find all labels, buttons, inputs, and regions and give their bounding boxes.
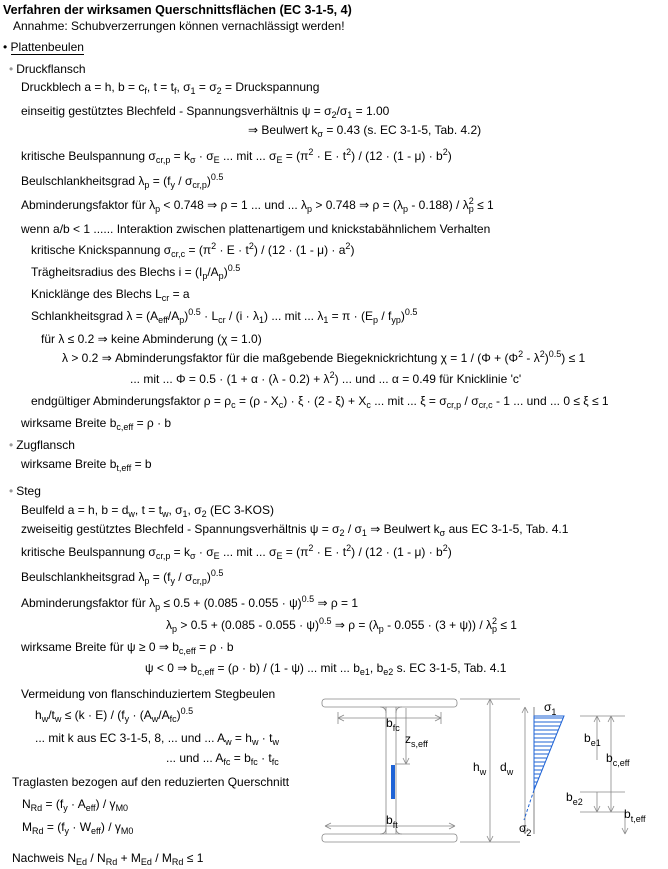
heading-steg: • Steg — [9, 484, 41, 498]
assumption-text: Annahme: Schubverzerrungen können vernachlässigt werden! — [13, 19, 345, 33]
steg-abminderung-2-line: $\lambda_p > 0.5 + (0.085 - 0.055 \cdot \psi)^{0.5}$ ⇒ $\rho = (\lambda_p - 0.055 \cdot (3 + \psi)) / \lambda_p^2 \le 1$ — [166, 616, 517, 634]
label-zseff: $z_{s,eff}$ — [405, 732, 428, 749]
mrd-line: $M_{Rd} = (f_y \cdot W_{eff}) / \gamma_{M0}$ — [22, 820, 134, 836]
keine-abminderung-line: für λ ≤ 0.2 ⇒ keine Abminderung (χ = 1.0) — [41, 332, 262, 346]
steg-wirksame-breite-2-line: ψ < 0 ⇒ $b_{c,eff} = (\rho \cdot b) / (1 - \psi)$ ... mit ... $b_{e1}$, $b_{e2}$ s. EC 3-1-5, Tab. 4.1 — [145, 661, 507, 677]
kritische-knickspannung-line: kritische Knickspannung $\sigma_{cr,c} = (\pi^2 \cdot E \cdot t^2) / (12 \cdot (1 - \mu) \cdot a^2)$ — [31, 241, 355, 259]
flansch-afc-line: ... und ... $A_{fc} = b_{fc} \cdot t_{fc}$ — [166, 751, 279, 767]
beulfeld-line: Beulfeld a = h, $b = d_w$, $t = t_w$, $\sigma_1$, $\sigma_2$ (EC 3-KOS) — [21, 503, 274, 519]
label-bfc: $b_{fc}$ — [386, 716, 400, 733]
heading-zugflansch: • Zugflansch — [9, 438, 75, 452]
abminderungsfaktor-line: Abminderungsfaktor für $\lambda_p < 0.748$ ⇒ ρ = 1 ... und ... $\lambda_p > 0.748$ ⇒ $\rho = (\lambda_p - 0.188) / \lambda_p^2 \le 1$ — [21, 196, 494, 214]
traglasten-heading-line: Traglasten bezogen auf den reduzierten Querschnitt — [12, 775, 290, 789]
label-hw: $h_w$ — [473, 760, 487, 777]
top-flange — [322, 699, 457, 707]
kritische-beulspannung-line: kritische Beulspannung $\sigma_{cr,p} = k_\sigma \cdot \sigma_E$ ... mit ... $\sigma_E = (\pi^2 \cdot E \cdot t^2) / (12 \cdot (1 - \mu) \cdot b^2)$ — [21, 147, 452, 165]
stress-tension-line — [524, 790, 534, 820]
flansch-bedingung-line: $h_w/t_w \le (k \cdot E) / (f_y \cdot (A_w/A_{fc})^{0.5}$ — [35, 706, 194, 724]
beulwert-line: ⇒ Beulwert $k_\sigma = 0.43$ (s. EC 3-1-5, Tab. 4.2) — [248, 123, 482, 139]
bullet-icon: • — [9, 484, 14, 498]
bullet-icon: • — [9, 438, 14, 452]
spannungsverhaeltnis-line: einseitig gestütztes Blechfeld - Spannungsverhältnis $\psi = \sigma_2/\sigma_1 = 1.00$ — [21, 104, 390, 120]
schlankheitsgrad-line: Schlankheitsgrad $\lambda = (A_{eff}/A_p)^{0.5} \cdot L_{cr} / (i \cdot \lambda_1)$ ... mit ... $\lambda_1 = \pi \cdot (E_p / f_{yp})^{0.5}$ — [31, 307, 418, 325]
steg-abminderung-1-line: Abminderungsfaktor für $\lambda_p \le 0.5 + (0.085 - 0.055 \cdot \psi)^{0.5}$ ⇒ ρ = 1 — [21, 594, 359, 612]
label-sigma2: $\sigma_2$ — [519, 821, 532, 838]
label-bteff: $b_{t,eff}$ — [624, 807, 646, 824]
stress-block-compression — [534, 716, 564, 790]
label-be1: $b_{e1}$ — [584, 731, 601, 748]
heading-druckflansch: • Druckflansch — [9, 62, 86, 76]
label-sigma1: $\sigma_1$ — [544, 700, 557, 717]
page-title: Verfahren der wirksamen Querschnittsflächen (EC 3-1-5, 4) — [3, 3, 352, 17]
label-be2: $b_{e2}$ — [566, 790, 583, 807]
knicklaenge-line: Knicklänge des Blechs $L_{cr} = a$ — [31, 287, 190, 303]
flansch-heading-line: Vermeidung von flanschinduziertem Stegbeulen — [21, 687, 276, 701]
wirksame-breite-zug-line: wirksame Breite $b_{t,eff} = b$ — [21, 457, 152, 473]
bullet-icon: • — [9, 62, 14, 76]
endgueltiger-faktor-line: endgültiger Abminderungsfaktor $\rho = \rho_c = (\rho - X_c) \cdot \xi \cdot (2 - \xi) + X_c$ ... mit ... $\xi = \sigma_{cr,p} / \sigma_{cr,c} - 1$ ... und ... 0 ≤ ξ ≤ 1 — [31, 394, 609, 410]
druckblech-line: Druckblech a = h, $b = c_f$, $t = t_f$, $\sigma_1 = \sigma_2$ = Druckspannung — [21, 80, 320, 96]
section-plattenbeulen: • Plattenbeulen — [3, 40, 84, 54]
flansch-aw-line: ... mit k aus EC 3-1-5, 8, ... und ... $A_w = h_w \cdot t_w$ — [35, 731, 279, 747]
label-bceff: $b_{c,eff}$ — [606, 751, 630, 768]
nrd-line: $N_{Rd} = (f_y \cdot A_{eff}) / \gamma_{M0}$ — [22, 797, 129, 813]
traegheitsradius-line: Trägheitsradius des Blechs $i = (I_p/A_p)^{0.5}$ — [31, 263, 241, 281]
phi-line: ... mit ... $\Phi = 0.5 \cdot (1 + \alpha \cdot (\lambda - 0.2) + \lambda^2)$ ... und ... α = 0.49 für Knicklinie 'c' — [130, 370, 522, 386]
wirksame-breite-druck-line: wirksame Breite $b_{c,eff} = \rho \cdot b$ — [21, 416, 172, 432]
bullet-icon: • — [3, 40, 8, 54]
biegeknick-line: λ > 0.2 ⇒ Abminderungsfaktor für die maßgebende Biegeknickrichtung $\chi = 1 / (\Phi + (\Phi^2 - \lambda^2)^{0.5}) \le 1$ — [62, 349, 586, 365]
steg-wirksame-breite-1-line: wirksame Breite für ψ ≥ 0 ⇒ $b_{c,eff} = \rho \cdot b$ — [21, 640, 234, 656]
label-dw: $d_w$ — [500, 760, 514, 777]
steg-beulspannung-line: kritische Beulspannung $\sigma_{cr,p} = k_\sigma \cdot \sigma_E$ ... mit ... $\sigma_E = (\pi^2 \cdot E \cdot t^2) / (12 \cdot (1 - \mu) \cdot b^2)$ — [21, 543, 452, 561]
beulschlankheitsgrad-line: Beulschlankheitsgrad $\lambda_p = (f_y / \sigma_{cr,p})^{0.5}$ — [21, 172, 224, 190]
label-bft: $b_{ft}$ — [386, 813, 398, 830]
interaktion-line: wenn a/b < 1 ...... Interaktion zwischen plattenartigem und knickstabähnlichem Verhalten — [21, 222, 491, 236]
bottom-flange — [322, 834, 457, 842]
nachweis-line: Nachweis $N_{Ed} / N_{Rd} + M_{Ed} / M_{Rd} \le 1$ — [12, 851, 204, 867]
steg-beulschlankheitsgrad-line: Beulschlankheitsgrad $\lambda_p = (f_y / \sigma_{cr,p})^{0.5}$ — [21, 568, 224, 586]
web-effective-part — [391, 765, 395, 799]
steg-spannungsverhaeltnis-line: zweiseitig gestütztes Blechfeld - Spannungsverhältnis $\psi = \sigma_2 / \sigma_1$ ⇒ Beulwert $k_\sigma$ aus EC 3-1-5, Tab. 4.1 — [21, 522, 569, 538]
